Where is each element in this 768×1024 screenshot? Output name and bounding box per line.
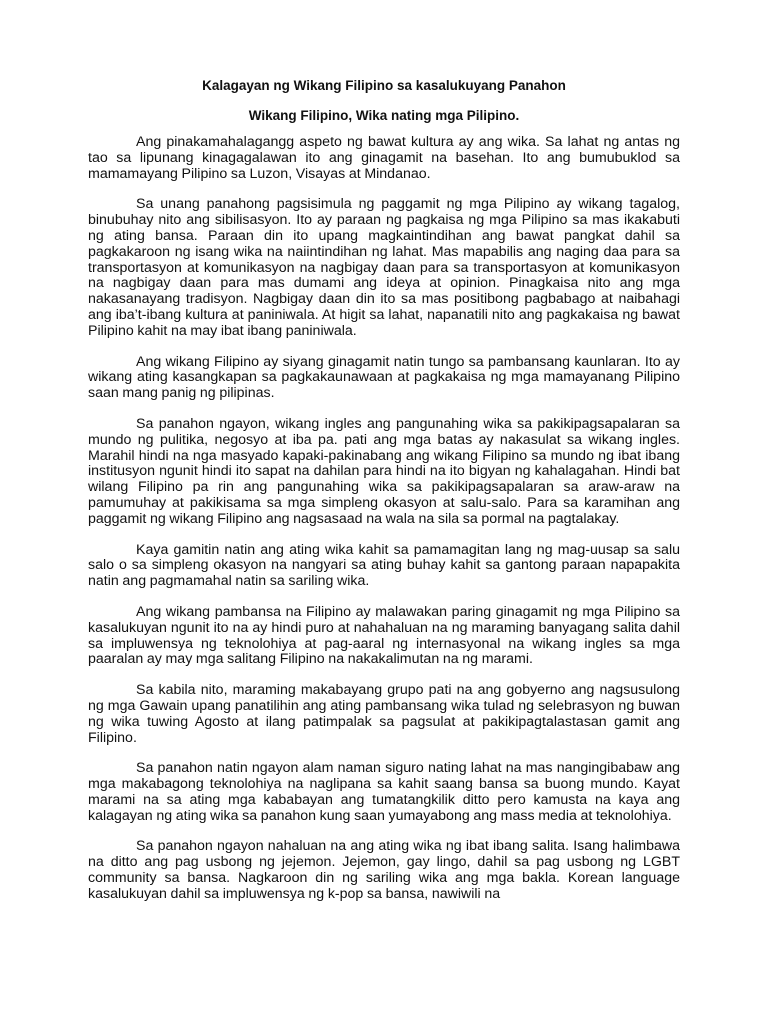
document-subtitle: Wikang Filipino, Wika nating mga Pilipino. (248, 108, 520, 123)
paragraph-5: Kaya gamitin natin ang ating wika kahit sa pamamagitan lang ng mag-uusap sa salu salo o sa simpleng okasyon na nangyari sa ating buhay kahit sa gantong paraan napapakita natin ang pagmamahal natin sa sariling wika. (88, 541, 680, 590)
document-page (88, 78, 680, 918)
paragraph-6: Ang wikang pambansa na Filipino ay malawakan paring ginagamit ng mga Pilipino sa kasalukuyan ngunit ito na ay hindi puro at nahahaluan na ng maraming banyagang salita dahil sa impluwensya ng teknolohiya at pag-aaral ng internasyonal na wikang ingles sa mga paaralan ay may mga salitang Filipino na nakakalimutan na ng marami. (88, 603, 680, 668)
paragraph-2: Sa unang panahong pagsisimula ng paggamit ng mga Pilipino ay wikang tagalog, binubuhay nito ang sibilisasyon. Ito ay paraan ng pagkaisa ng mga Pilipino sa mas ikakabuti ng ating bansa. Paraan din ito upang magkaintindihan ang bawat pangkat dahil sa pagkakaroon ng isang wika na naiintindihan ng lahat. Mas mapabilis ang naging daa para sa transportasyon at komunikasyon na nagbigay daan para sa transportasyon at komunikasyon na nagbigay daan para mas dumami ang ideya at opinion. Pinagkaisa nito ang mga nakasanayang tradisyon. Nagbigay daan din ito sa mas positibong pagbabago at naibahagi ang iba’t-ibang kultura at paniniwala. At higit sa lahat, napanatili nito ang pagkakaisa ng bawat Pilipino kahit na may ibat ibang paniniwala. (88, 196, 680, 339)
paragraph-1: Ang pinakamahalagangg aspeto ng bawat kultura ay ang wika. Sa lahat ng antas ng tao sa lipunang kinagagalawan ito ang ginagamit na basehan. Ito ang bumubuklod sa mamamayang Pilipino sa Luzon, Visayas at Mindanao. (88, 134, 680, 182)
paragraph-7: Sa kabila nito, maraming makabayang grupo pati na ang gobyerno ang nagsusulong ng mga Gawain upang panatilihin ang ating pambansang wika tulad ng selebrasyon ng buwan ng wika tuwing Agosto at ilang patimpalak sa pagsulat at pakikipagtalastasan gamit ang Filipino. (88, 682, 680, 746)
paragraph-9: Sa panahon ngayon nahaluan na ang ating wika ng ibat ibang salita. Isang halimbawa na ditto ang pag usbong ng jejemon. Jejemon, gay lingo, dahil sa pag usbong ng LGBT community sa bansa. Nagkaroon din ng sariling wika ang mga bakla. Korean language kasalukuyan dahil sa impluwensya ng k-pop sa bansa, nawiwili na (88, 838, 680, 902)
paragraph-4: Sa panahon ngayon, wikang ingles ang pangunahing wika sa pakikipagsapalaran sa mundo ng pulitika, negosyo at iba pa. pati ang mga batas ay nakasulat sa wikang ingles. Marahil hindi na nga masyado kapaki-pakinabang ang wikang Filipino sa mundo ng ibat ibang institusyon ngunit hindi ito sapat na dahilan para hindi na ito bigyan ng kahalagahan. Hindi bat wilang Filipino pa rin ang pangunahing wika sa pakikipagsapalaran sa araw-araw na pamumuhay at pakikisama sa mga simpleng okasyon at salu-salo. Para sa karamihan ang paggamit ng wikang Filipino ang nagsasaad na wala na sila sa pormal na pagtalakay. (88, 415, 680, 527)
paragraph-3: Ang wikang Filipino ay siyang ginagamit natin tungo sa pambansang kaunlaran. Ito ay wikang ating kasangkapan sa pagkakaunawaan at pagkakaisa ng mga mamayanang Pilipino saan mang panig ng pilipinas. (88, 353, 680, 402)
document-title: Kalagayan ng Wikang Filipino sa kasalukuyang Panahon (202, 78, 566, 93)
paragraph-8: Sa panahon natin ngayon alam naman siguro nating lahat na mas nangingibabaw ang mga makabagong teknolohiya na naglipana sa kahit saang bansa sa buong mundo. Kayat marami na sa ating mga kababayan ang tumatangkilik ditto pero kamusta na kaya ang kalagayan ng ating wika sa panahon kung saan yumayabong ang mass media at teknolohiya. (88, 760, 680, 824)
